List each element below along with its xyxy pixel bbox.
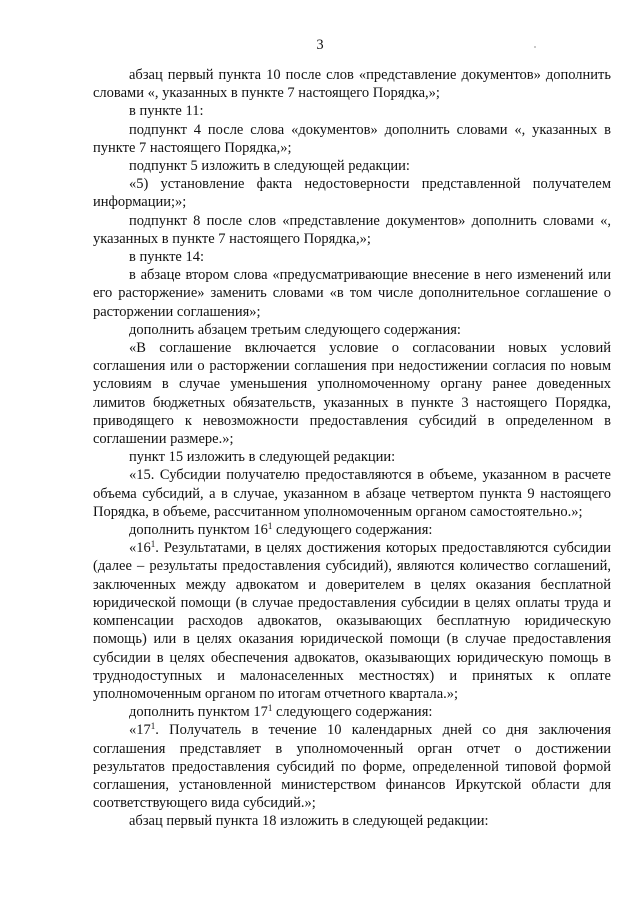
paragraph-text-part: дополнить пунктом 16 — [129, 522, 268, 539]
paragraph-subitem-4: подпункт 4 после слова «документов» дополнить словами «, указанных в пункте 7 настоящего Порядка,»; — [93, 121, 611, 156]
paragraph-text-part: дополнить пунктом 17 — [129, 704, 268, 721]
paragraph-item-14-third-abzac-heading: дополнить абзацем третьим следующего содержания: — [129, 321, 461, 338]
paragraph-text-part: . Получатель в течение 10 календарных дней со дня заключения соглашения представляет в уполномоченный орган отчет о достижении результатов предоставления субсидий по форме, определенной типовой формой соглашения, установленной министерством финансов Иркутской области для соответствующего вида субсидий.»; — [93, 722, 611, 812]
paragraph-text-part: . Результатами, в целях достижения которых предоставляются субсидии (далее – результаты предоставления субсидий), являются количество соглашений, заключенных между адвокатом и доверителем в целях оказания бесплатной юридической помощи (в случае предоставления субсидии в целях оплаты труда и компенсации расходов адвокатов, оказывающих бесплатную юридическую помощь) или в целях оказания юридической помощи (в случае предоставления субсидии в целях обеспечения адвокатов, оказывающих юридическую помощь в труднодоступных и малонаселенных местностях) и принятых к оплате уполномоченным органом по итогам отчетного квартала.»; — [93, 540, 611, 702]
paragraph-item-15-heading: пункт 15 изложить в следующей редакции: — [129, 449, 396, 466]
paragraph-item-11-heading: в пункте 11: — [129, 103, 204, 120]
page-number: 3 — [316, 37, 324, 53]
superscript-index: 1 — [150, 539, 156, 550]
paragraph-text-part: «17 — [129, 722, 151, 739]
document-body — [93, 66, 611, 831]
paragraph-item-16-1-text — [93, 539, 611, 703]
paragraph-text-part: следующего содержания: — [272, 522, 433, 539]
paragraph-item-15-text: «15. Субсидии получателю предоставляются в объеме, указанном в расчете объема субсидий, а в случае, указанном в абзаце четвертом пункта 9 настоящего Порядка, в объеме, рассчитанном уполномоченным органом самостоятельно.»; — [93, 467, 611, 520]
paragraph-subitem-5-text: «5) установление факта недостоверности представленной получателем информации;»; — [93, 176, 611, 211]
paragraph-item-17-1-text — [93, 721, 611, 812]
paragraph-text-part: следующего содержания: — [272, 704, 433, 721]
paragraph-item-14-third-abzac-text: «В соглашение включается условие о согласовании новых условий соглашения или о расторжении соглашения при недостижении согласия по новым условиям в случае уменьшения уполномоченному органу ранее доведенных лимитов бюджетных обязательств, указанных в пункте 3 настоящего Порядка, приводящего к невозможности предоставления субсидий в определенном в соглашении размере.»; — [93, 340, 611, 448]
paragraph-item-10-amendment: абзац первый пункта 10 после слов «представление документов» дополнить словами «, указанных в пункте 7 настоящего Порядка,»; — [93, 67, 611, 102]
paragraph-item-17-1-heading — [93, 703, 611, 721]
scan-dot-mark — [534, 46, 536, 48]
paragraph-item-14-heading: в пункте 14: — [129, 249, 205, 266]
paragraph-item-14-second-abzac: в абзаце втором слова «предусматривающие внесение в него изменений или его расторжение» заменить словами «в том числе дополнительное соглашение о расторжении соглашения»; — [93, 267, 611, 320]
superscript-index: 1 — [150, 721, 156, 732]
paragraph-text-part: «16 — [129, 540, 151, 557]
paragraph-item-18-heading: абзац первый пункта 18 изложить в следующей редакции: — [129, 813, 489, 830]
superscript-index: 1 — [267, 703, 273, 714]
superscript-index: 1 — [267, 521, 273, 532]
paragraph-subitem-8: подпункт 8 после слов «представление документов» дополнить словами «, указанных в пункте 7 настоящего Порядка,»; — [93, 212, 611, 247]
paragraph-item-16-1-heading — [93, 521, 611, 539]
paragraph-subitem-5-heading: подпункт 5 изложить в следующей редакции: — [129, 158, 410, 175]
